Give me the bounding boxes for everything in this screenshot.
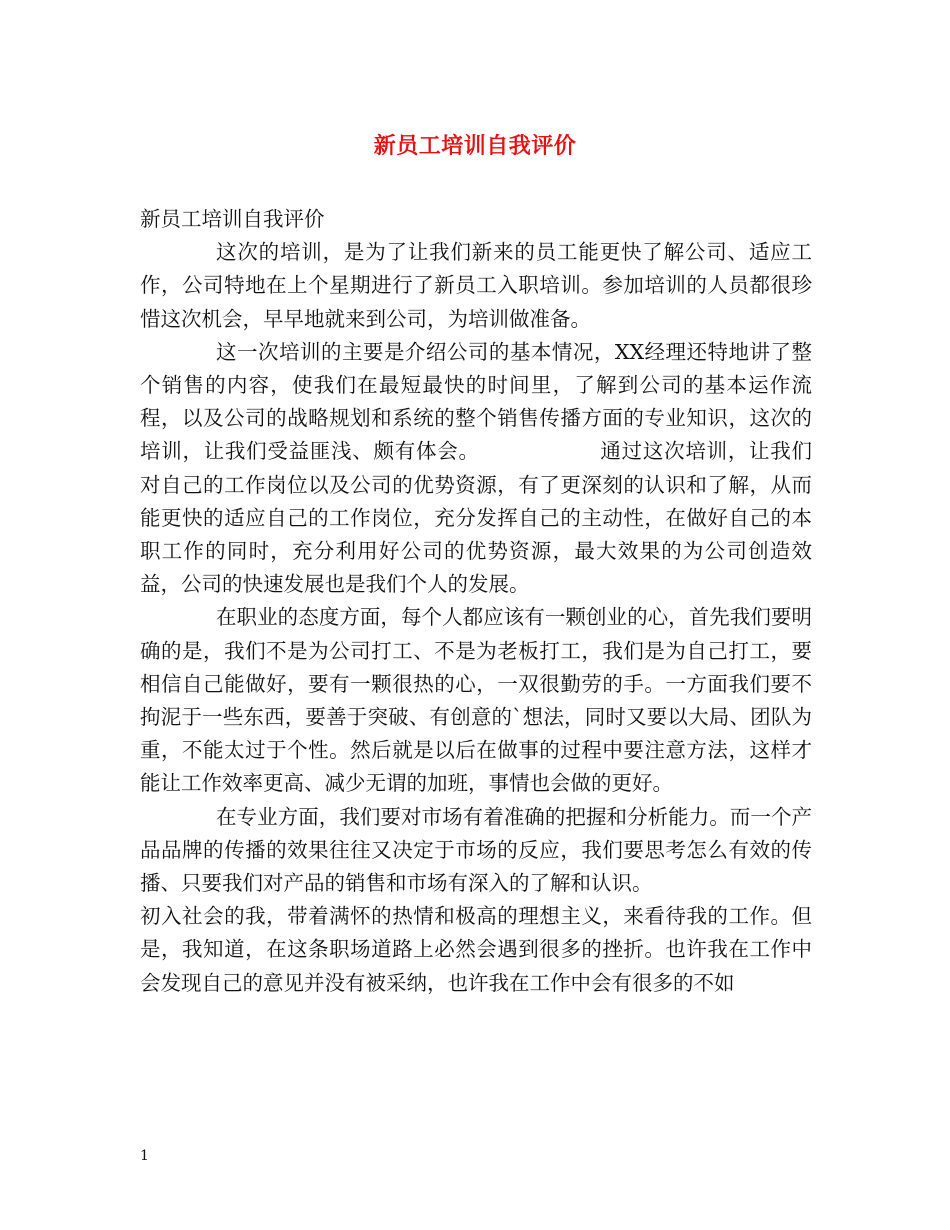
paragraph-1: 这次的培训，是为了让我们新来的员工能更快了解公司、适应工作，公司特地在上个星期进行了新员工入职培训。参加培训的人员都很珍惜这次机会，早早地就来到公司，为培训做准备。 xyxy=(140,240,812,331)
paragraph-6: 初入社会的我，带着满怀的热情和极高的理想主义，来看待我的工作。但是，我知道，在这条职场道路上必然会遇到很多的挫折。也许我在工作中会发现自己的意见并没有被采纳，也许我在工作中会有很多的不如 xyxy=(140,904,812,995)
document-title: 新员工培训自我评价 xyxy=(373,134,577,159)
paragraph-2-text: 这一次培训的主要是介绍公司的基本情况，XX经理还特地讲了整个销售的内容，使我们在最短最快的时间里，了解到公司的基本运作流程，以及公司的战略规划和系统的整个销售传播方面的专业知识，这次的培训，让我们受益匪浅、颇有体会。 xyxy=(140,339,812,464)
paragraph-4: 在职业的态度方面，每个人都应该有一颗创业的心，首先我们要明确的是，我们不是为公司打工、不是为老板打工，我们是为自己打工，要相信自己能做好，要有一颗很热的心，一双很勤劳的手。一方面我们要不拘泥于一些东西，要善于突破、有创意的`想法，同时又要以大局、团队为重，不能太过于个性。然后就是以后在做事的过程中要注意方法，这样才能让工作效率更高、减少无谓的加班，事情也会做的更好。 xyxy=(140,605,812,796)
document-body xyxy=(140,203,812,1000)
paragraph-2 xyxy=(140,336,812,602)
heading-line: 新员工培训自我评价 xyxy=(140,207,325,231)
page-number: 1 xyxy=(140,1148,149,1164)
paragraph-3-text: 通过这次培训，让我们对自己的工作岗位以及公司的优势资源，有了更深刻的认识和了解，从而能更快的适应自己的工作岗位，充分发挥自己的主动性，在做好自己的本职工作的同时，充分利用好公司的优势资源，最大效果的为公司创造效益，公司的快速发展也是我们个人的发展。 xyxy=(140,439,813,597)
paragraph-5: 在专业方面，我们要对市场有着准确的把握和分析能力。而一个产品品牌的传播的效果往往又决定于市场的反应，我们要思考怎么有效的传播、只要我们对产品的销售和市场有深入的了解和认识。 xyxy=(140,804,812,896)
